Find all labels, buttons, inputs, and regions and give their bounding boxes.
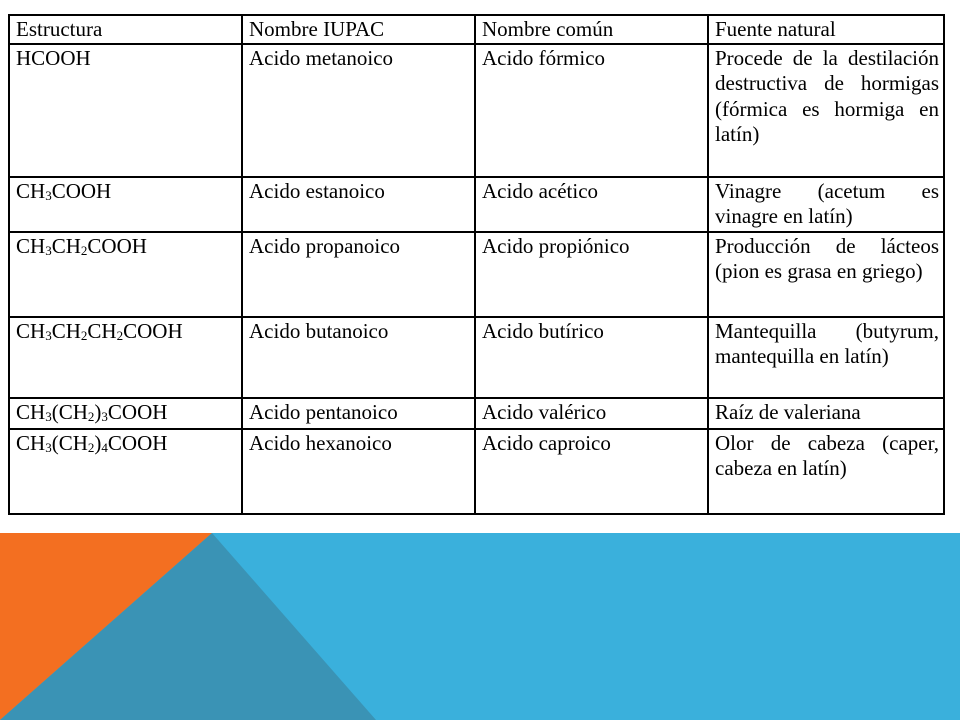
cell-common-name: Acido fórmico: [475, 44, 708, 177]
structure-fragment: 3: [45, 242, 52, 258]
cell-common-name: Acido acético: [475, 177, 708, 232]
slide-background-decoration: [0, 533, 960, 720]
cell-structure: [9, 232, 242, 317]
table-row: [9, 429, 944, 514]
table-header-row: [9, 15, 944, 44]
table-body: [9, 44, 944, 514]
cell-structure: [9, 429, 242, 514]
carboxylic-acids-table-container: [8, 14, 945, 524]
cell-natural-source: Producción de lácteos (pion es grasa en griego): [708, 232, 944, 317]
structure-fragment: ): [94, 430, 102, 455]
table-row: [9, 317, 944, 398]
structure-fragment: 3: [45, 187, 52, 203]
structure-fragment: 2: [116, 327, 124, 343]
cell-iupac-name: Acido hexanoico: [242, 429, 475, 514]
structure-fragment: CH: [87, 318, 117, 343]
cell-structure: [9, 398, 242, 429]
cell-natural-source: Olor de cabeza (caper, cabeza en latín): [708, 429, 944, 514]
structure-fragment: 3: [45, 408, 52, 424]
structure-fragment: CH: [16, 233, 46, 258]
cell-natural-source: Procede de la destilación destructiva de hormigas (fórmica es hormiga en latín): [708, 44, 944, 177]
structure-fragment: COOH: [123, 318, 183, 343]
structure-fragment: CH: [51, 233, 81, 258]
structure-fragment: COOH: [51, 178, 112, 203]
structure-fragment: 3: [45, 327, 52, 343]
table-row: [9, 398, 944, 429]
cell-iupac-name: Acido propanoico: [242, 232, 475, 317]
structure-fragment: CH: [16, 430, 46, 455]
cell-iupac-name: Acido estanoico: [242, 177, 475, 232]
structure-fragment: (CH: [51, 430, 88, 455]
header-natural-source: Fuente natural: [708, 15, 944, 44]
table-row: [9, 44, 944, 177]
table-row: [9, 177, 944, 232]
cell-iupac-name: Acido butanoico: [242, 317, 475, 398]
cell-common-name: Acido caproico: [475, 429, 708, 514]
structure-fragment: CH: [16, 318, 46, 343]
cell-common-name: Acido butírico: [475, 317, 708, 398]
structure-fragment: COOH: [107, 430, 168, 455]
structure-fragment: 2: [80, 327, 88, 343]
structure-fragment: COOH: [87, 233, 147, 258]
structure-fragment: CH: [16, 399, 46, 424]
structure-fragment: 2: [87, 408, 95, 424]
structure-fragment: 3: [45, 439, 52, 455]
header-iupac-name: Nombre IUPAC: [242, 15, 475, 44]
header-common-name: Nombre común: [475, 15, 708, 44]
table-row: [9, 232, 944, 317]
structure-fragment: 3: [101, 408, 108, 424]
cell-natural-source: Mantequilla (butyrum, mantequilla en latín): [708, 317, 944, 398]
cell-natural-source: Vinagre (acetum es vinagre en latín): [708, 177, 944, 232]
structure-fragment: (CH: [51, 399, 88, 424]
structure-fragment: 4: [101, 439, 108, 455]
cell-natural-source: Raíz de valeriana: [708, 398, 944, 429]
structure-fragment: ): [94, 399, 102, 424]
cell-structure: [9, 317, 242, 398]
structure-fragment: HCOOH: [16, 45, 91, 70]
header-structure: Estructura: [9, 15, 242, 44]
structure-fragment: CH: [51, 318, 81, 343]
structure-fragment: CH: [16, 178, 46, 203]
structure-fragment: 2: [80, 242, 88, 258]
cell-iupac-name: Acido pentanoico: [242, 398, 475, 429]
carboxylic-acids-table: [8, 14, 945, 515]
cell-common-name: Acido valérico: [475, 398, 708, 429]
cell-structure: [9, 177, 242, 232]
cell-common-name: Acido propiónico: [475, 232, 708, 317]
cell-structure: [9, 44, 242, 177]
structure-fragment: COOH: [107, 399, 168, 424]
structure-fragment: 2: [87, 439, 95, 455]
cell-iupac-name: Acido metanoico: [242, 44, 475, 177]
